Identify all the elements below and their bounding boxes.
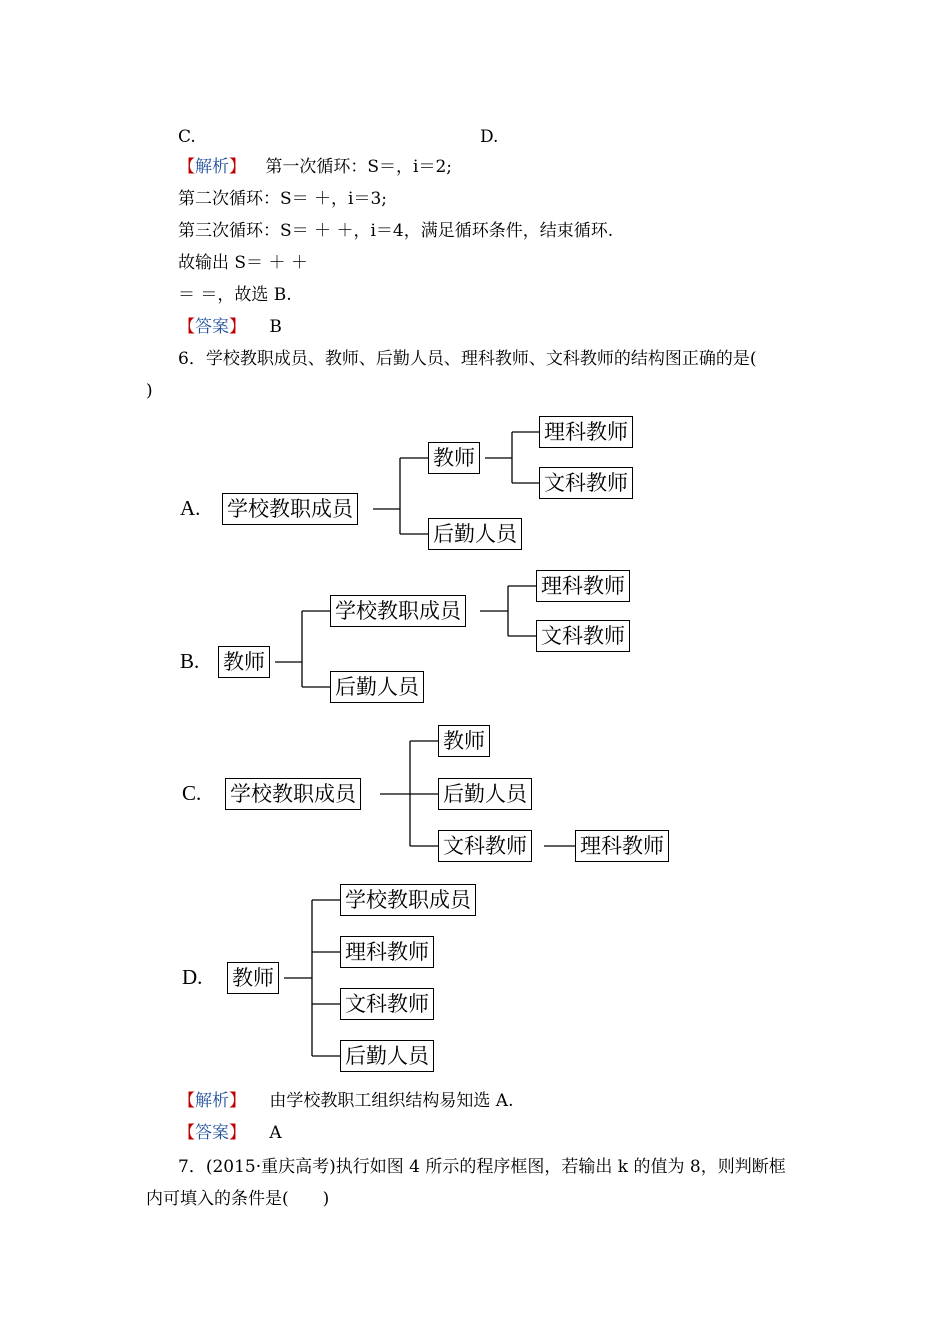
option-b-leaf-arts: 文科教师: [536, 620, 630, 652]
option-b-branch-logistics: 后勤人员: [330, 671, 424, 703]
question-7-line-1: 7．(2015·重庆高考)执行如图 4 所示的程序框图，若输出 k 的值为 8，则判断框: [178, 1157, 786, 1177]
option-c-branch-arts: 文科教师: [438, 830, 532, 862]
analysis-line-2: 第二次循环：S＝ ＋，i＝3;: [178, 189, 388, 209]
option-d-branch-logistics: 后勤人员: [340, 1040, 434, 1072]
answer-tag: 【答案】: [178, 1123, 246, 1143]
option-c-letter: C.: [182, 781, 202, 805]
analysis-line-4: 故输出 S＝ ＋ ＋: [178, 253, 308, 273]
q6-answer-row: [178, 1122, 282, 1144]
analysis-line-5: ＝ ＝，故选 B.: [178, 285, 292, 305]
option-c-leaf-science: 理科教师: [575, 830, 669, 862]
option-d-branch-science: 理科教师: [340, 936, 434, 968]
option-a-branch-logistics: 后勤人员: [428, 518, 522, 550]
option-b-root-box: 教师: [218, 646, 270, 678]
option-c-branch-teacher: 教师: [438, 725, 490, 757]
option-a-branch-teacher: 教师: [428, 442, 480, 474]
answer-value: B: [269, 317, 282, 337]
analysis-tag: 【解析】: [178, 1091, 246, 1111]
option-d: D.: [480, 127, 499, 147]
analysis-text: 由学校教职工组织结构易知选 A.: [269, 1091, 514, 1111]
option-d-letter: D.: [182, 965, 203, 989]
option-a-leaf-arts: 文科教师: [539, 467, 633, 499]
option-a-root-box: 学校教职成员: [222, 493, 358, 525]
q6-analysis-row: [178, 1090, 514, 1112]
option-b-leaf-science: 理科教师: [536, 570, 630, 602]
question-7-line-2: 内可填入的条件是( ): [146, 1189, 330, 1209]
question-6: 6．学校教职成员、教师、后勤人员、理科教师、文科教师的结构图正确的是(: [178, 349, 757, 369]
option-c-root-box: 学校教职成员: [225, 778, 361, 810]
option-b-letter: B.: [180, 649, 200, 673]
option-d-branch-arts: 文科教师: [340, 988, 434, 1020]
analysis-tag: 【解析】: [178, 157, 246, 177]
option-b-branch-staff: 学校教职成员: [330, 595, 466, 627]
analysis-line-3: 第三次循环：S＝ ＋ ＋，i＝4，满足循环条件，结束循环.: [178, 221, 614, 241]
answer-value: A: [269, 1123, 282, 1143]
option-d-branch-staff: 学校教职成员: [340, 884, 476, 916]
question-6-paren: ): [146, 381, 153, 401]
option-c-branch-logistics: 后勤人员: [438, 778, 532, 810]
analysis-text: 第一次循环：S＝，i＝2;: [265, 157, 453, 177]
option-a-leaf-science: 理科教师: [539, 416, 633, 448]
option-c: C.: [178, 127, 196, 147]
answer-tag: 【答案】: [178, 317, 246, 337]
option-d-root-box: 教师: [227, 962, 279, 994]
option-a-letter: A.: [180, 496, 201, 520]
